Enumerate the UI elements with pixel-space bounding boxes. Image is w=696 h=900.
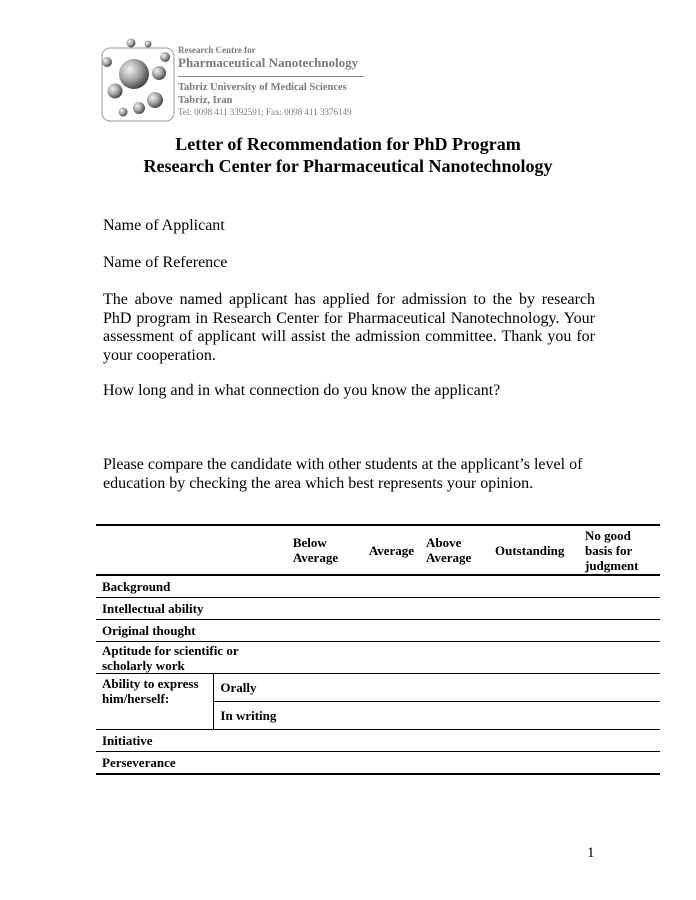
row-label-orally: Orally — [214, 674, 287, 702]
row-label-perseverance: Perseverance — [96, 752, 287, 775]
table-row — [96, 674, 660, 702]
document-title-line-1: Letter of Recommendation for PhD Program — [175, 134, 521, 154]
rating-cell[interactable] — [489, 730, 579, 752]
rating-cell[interactable] — [363, 598, 420, 620]
rating-cell[interactable] — [420, 674, 489, 702]
letterhead-line-2: Pharmaceutical Nanotechnology — [178, 55, 359, 70]
rating-cell[interactable] — [579, 730, 660, 752]
header-blank-cell — [96, 525, 287, 575]
rating-cell[interactable] — [420, 730, 489, 752]
rating-cell[interactable] — [579, 702, 660, 730]
rating-cell[interactable] — [579, 752, 660, 775]
table-row — [96, 598, 660, 620]
rating-cell[interactable] — [287, 674, 363, 702]
header-no-good-basis: No good basis for judgment — [579, 525, 660, 575]
rating-cell[interactable] — [579, 598, 660, 620]
rating-cell[interactable] — [420, 642, 489, 674]
rating-cell[interactable] — [363, 620, 420, 642]
rating-cell[interactable] — [363, 674, 420, 702]
rating-cell[interactable] — [287, 702, 363, 730]
row-label-ability-to-express: Ability to express him/herself: — [96, 674, 214, 730]
rating-cell[interactable] — [489, 575, 579, 598]
comparison-instruction: Please compare the candidate with other students at the applicant’s level of education by checking the area which best represents your opinion. — [103, 456, 583, 492]
row-label-background: Background — [96, 575, 287, 598]
research-centre-logo-icon — [101, 38, 175, 122]
letterhead-line-3: Tabriz University of Medical Sciences — [178, 82, 347, 93]
rating-cell[interactable] — [420, 702, 489, 730]
rating-cell[interactable] — [489, 620, 579, 642]
table-row — [96, 620, 660, 642]
row-label-aptitude: Aptitude for scientific or scholarly work — [96, 642, 287, 674]
rating-cell[interactable] — [579, 674, 660, 702]
rating-cell[interactable] — [579, 642, 660, 674]
header-above-average: Above Average — [420, 525, 489, 575]
rating-cell[interactable] — [420, 575, 489, 598]
rating-cell[interactable] — [363, 702, 420, 730]
rating-cell[interactable] — [489, 598, 579, 620]
rating-cell[interactable] — [287, 752, 363, 775]
name-of-applicant-label: Name of Applicant — [103, 217, 225, 234]
rating-cell[interactable] — [287, 730, 363, 752]
row-label-initiative: Initiative — [96, 730, 287, 752]
name-of-reference-label: Name of Reference — [103, 254, 228, 271]
rating-cell[interactable] — [420, 752, 489, 775]
rating-cell[interactable] — [287, 598, 363, 620]
header-average: Average — [363, 525, 420, 575]
rating-cell[interactable] — [579, 575, 660, 598]
rating-table-header — [96, 525, 660, 575]
page-number: 1 — [587, 845, 595, 861]
rating-cell[interactable] — [363, 575, 420, 598]
rating-cell[interactable] — [287, 575, 363, 598]
letterhead-line-4: Tabriz, Iran — [178, 95, 233, 106]
table-row — [96, 575, 660, 598]
intro-paragraph: The above named applicant has applied for admission to the by research PhD program in Research Center for Pharmaceutical Nanotechnology. Your assessment of applicant will assist the admission committee. Thank you for your cooperation. — [103, 291, 595, 364]
table-row — [96, 642, 660, 674]
rating-cell[interactable] — [287, 620, 363, 642]
rating-cell[interactable] — [363, 752, 420, 775]
rating-cell[interactable] — [489, 752, 579, 775]
letterhead-contact: Tel: 0098 411 3392591; Fax: 0098 411 3376149 — [178, 107, 352, 117]
document-title-line-2: Research Center for Pharmaceutical Nanotechnology — [143, 156, 553, 176]
rating-cell[interactable] — [363, 642, 420, 674]
rating-cell[interactable] — [489, 674, 579, 702]
rating-cell[interactable] — [363, 730, 420, 752]
row-label-intellectual-ability: Intellectual ability — [96, 598, 287, 620]
header-outstanding: Outstanding — [489, 525, 579, 575]
letterhead-divider — [178, 76, 364, 77]
rating-cell[interactable] — [287, 642, 363, 674]
rating-cell[interactable] — [420, 620, 489, 642]
table-row — [96, 730, 660, 752]
letterhead-line-1: Research Centre for — [178, 45, 256, 55]
rating-table — [96, 524, 660, 775]
table-row — [96, 752, 660, 775]
rating-cell[interactable] — [489, 702, 579, 730]
rating-cell[interactable] — [579, 620, 660, 642]
row-label-in-writing: In writing — [214, 702, 287, 730]
row-label-original-thought: Original thought — [96, 620, 287, 642]
rating-cell[interactable] — [489, 642, 579, 674]
acquaintance-question: How long and in what connection do you know the applicant? — [103, 382, 501, 399]
rating-cell[interactable] — [420, 598, 489, 620]
header-below-average: Below Average — [287, 525, 363, 575]
